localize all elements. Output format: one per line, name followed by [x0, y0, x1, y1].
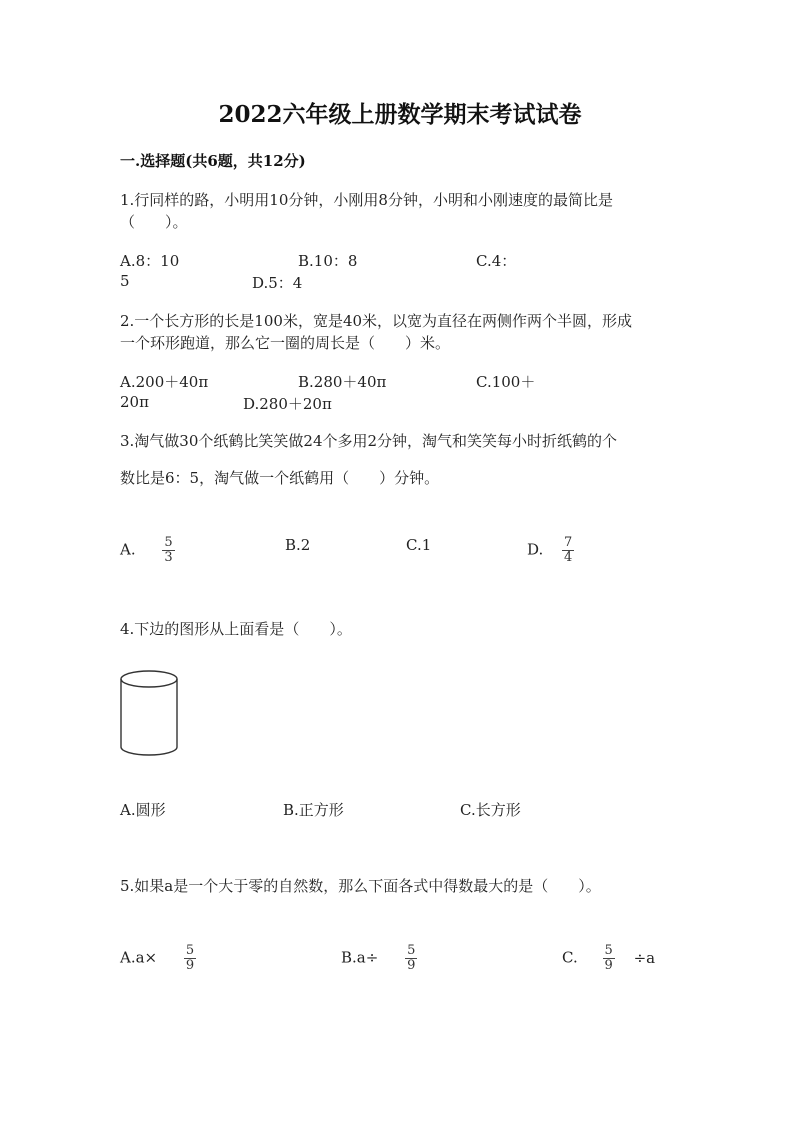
q2-option-b[interactable]: B.280＋40π: [298, 373, 387, 391]
fraction-denominator: 3: [164, 550, 173, 565]
q5-option-b-fraction: [405, 944, 417, 973]
q3-option-c[interactable]: C.1: [406, 536, 432, 554]
q5-option-a[interactable]: [120, 944, 196, 973]
q1-option-b[interactable]: B.10：8: [298, 252, 358, 270]
q2-text-line1: 2.一个长方形的长是100米，宽是40米，以宽为直径在两侧作两个半圆，形成: [120, 312, 633, 330]
q5-option-b[interactable]: [341, 944, 417, 973]
q3-text-line2: 数比是6：5，淘气做一个纸鹤用（ ）分钟。: [120, 469, 440, 487]
q3-option-d[interactable]: [527, 536, 574, 565]
q2-option-a[interactable]: A.200＋40π: [120, 373, 209, 391]
q2-text-line2: 一个环形跑道，那么它一圈的周长是（ ）米。: [120, 334, 451, 352]
q2-option-c[interactable]: C.100＋: [476, 373, 536, 391]
page-title: 2022六年级上册数学期末考试试卷: [218, 101, 582, 128]
fraction-denominator: 9: [185, 958, 195, 973]
fraction-numerator: 5: [407, 943, 416, 958]
fraction-denominator: 4: [564, 550, 573, 565]
q3-text-line1: 3.淘气做30个纸鹤比笑笑做24个多用2分钟，淘气和笑笑每小时折纸鹤的个: [120, 432, 618, 450]
fraction-denominator: 9: [604, 958, 613, 973]
q5-option-a-fraction: [184, 944, 196, 973]
q1-option-d[interactable]: D.5：4: [252, 274, 303, 292]
q4-option-a[interactable]: A.圆形: [120, 801, 166, 819]
q2-option-d[interactable]: D.280＋20π: [243, 395, 332, 413]
q1-text-line2: （ ）。: [120, 213, 188, 231]
q2-option-c-cont: 20π: [120, 393, 149, 411]
q5-option-c-label: C.: [562, 948, 578, 967]
q1-text-line1: 1.行同样的路，小明用10分钟，小刚用8分钟，小明和小刚速度的最简比是: [120, 191, 613, 209]
fraction-numerator: 7: [564, 535, 573, 550]
fraction-numerator: 5: [164, 535, 173, 550]
q5-option-c-tail: ÷a: [633, 948, 656, 967]
q3-option-a-label: A.: [120, 540, 136, 559]
q5-option-c-fraction: [603, 944, 615, 973]
q4-text-line1: 4.下边的图形从上面看是（ ）。: [120, 620, 352, 638]
cylinder-figure: [118, 668, 182, 760]
fraction-numerator: 5: [185, 943, 195, 958]
q3-option-a-fraction: [162, 536, 174, 565]
fraction-denominator: 9: [407, 958, 416, 973]
section-heading: 一.选择题(共6题，共12分): [120, 152, 306, 170]
q1-option-c-cont: 5: [120, 272, 130, 290]
q3-option-a[interactable]: [120, 536, 175, 565]
q5-option-b-label: B.a÷: [341, 948, 379, 967]
q5-text-line1: 5.如果a是一个大于零的自然数，那么下面各式中得数最大的是（ ）。: [120, 877, 601, 895]
q4-option-c[interactable]: C.长方形: [460, 801, 521, 819]
q1-option-a[interactable]: A.8：10: [120, 252, 180, 270]
q4-option-b[interactable]: B.正方形: [283, 801, 344, 819]
q5-option-a-label: A.a×: [120, 948, 158, 967]
q3-option-b[interactable]: B.2: [285, 536, 311, 554]
fraction-numerator: 5: [604, 943, 613, 958]
q3-option-d-label: D.: [527, 540, 544, 559]
q1-option-c[interactable]: C.4：: [476, 252, 517, 270]
q3-option-d-fraction: [562, 536, 574, 565]
q5-option-c[interactable]: [562, 944, 655, 973]
